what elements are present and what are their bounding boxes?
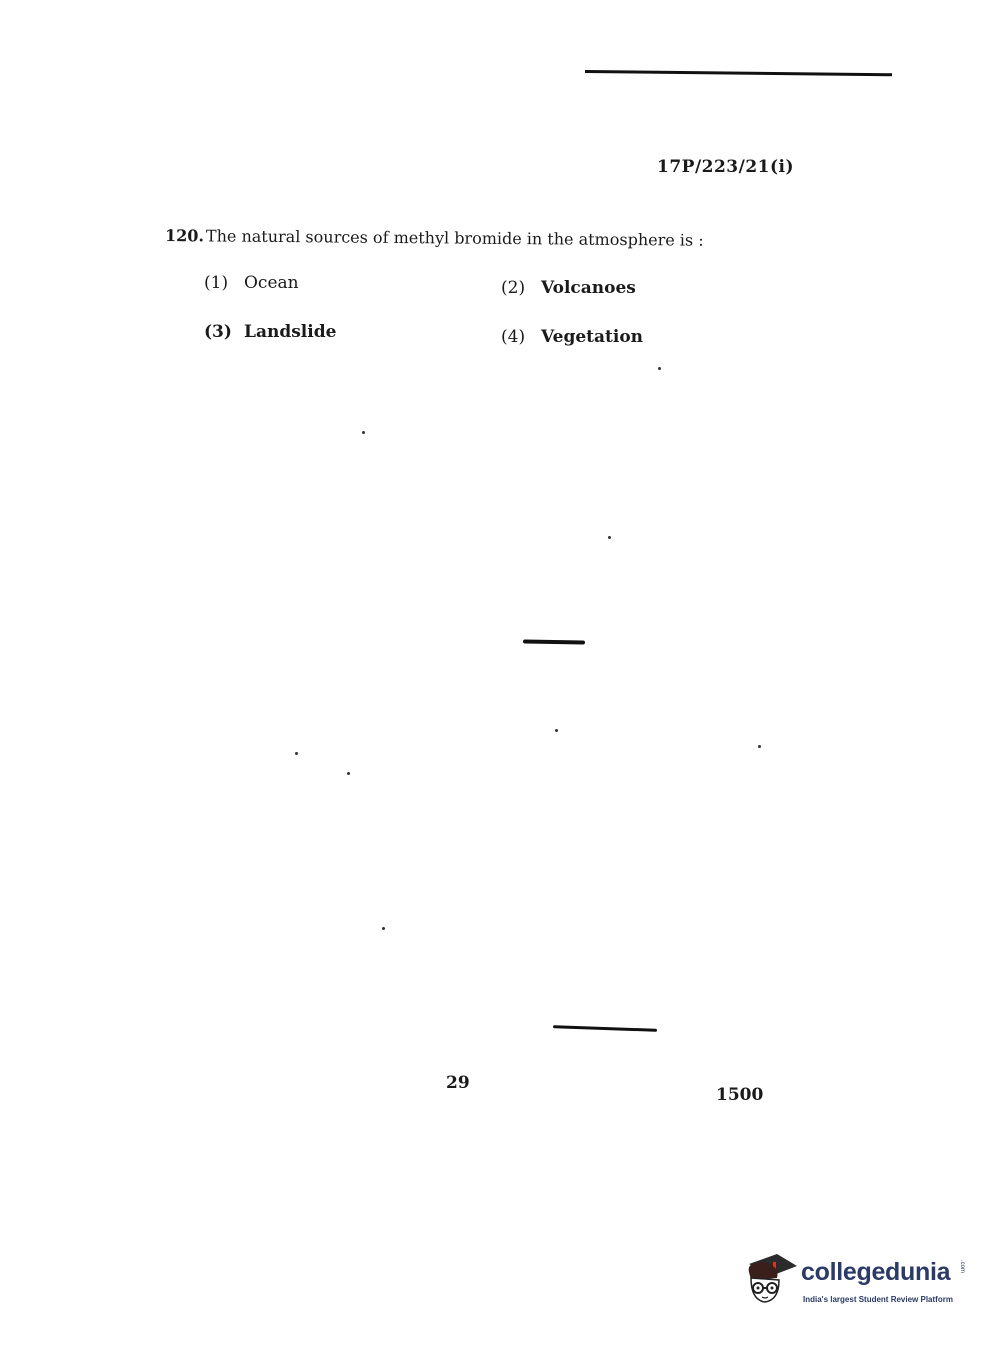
collegedunia-watermark (743, 1250, 968, 1312)
brand-name: collegedunia (801, 1258, 951, 1286)
scan-speck (362, 431, 365, 434)
option-3 (204, 322, 336, 342)
scan-speck (382, 927, 385, 930)
option-label: Ocean (244, 273, 299, 293)
option-1 (204, 273, 299, 293)
scan-speck (608, 536, 611, 539)
copies-count: 1500 (716, 1085, 764, 1105)
question-number: 120. (164, 226, 205, 246)
scan-smudge (523, 639, 585, 644)
option-label: Volcanoes (541, 278, 636, 298)
scan-speck (658, 367, 661, 370)
paper-code: 17P/223/21(i) (657, 157, 795, 177)
scan-smudge (553, 1025, 657, 1032)
header-rule (585, 70, 892, 76)
option-label: Landslide (244, 322, 337, 342)
mascot-icon (743, 1250, 799, 1308)
option-2 (501, 278, 636, 298)
option-number: (3) (204, 322, 232, 342)
scan-speck (295, 752, 298, 755)
option-number: (2) (501, 278, 526, 298)
brand-tagline: India's largest Student Review Platform (803, 1295, 953, 1304)
scan-speck (347, 772, 350, 775)
option-number: (1) (204, 273, 229, 293)
page-number: 29 (446, 1073, 470, 1093)
question-block (165, 226, 785, 250)
option-4 (501, 327, 643, 347)
option-label: Vegetation (541, 327, 644, 347)
scan-speck (758, 745, 761, 748)
question-text: The natural sources of methyl bromide in the atmosphere is : (205, 226, 704, 250)
scan-speck (555, 729, 558, 732)
brand-domain: .com (959, 1260, 965, 1274)
option-number: (4) (501, 327, 526, 347)
